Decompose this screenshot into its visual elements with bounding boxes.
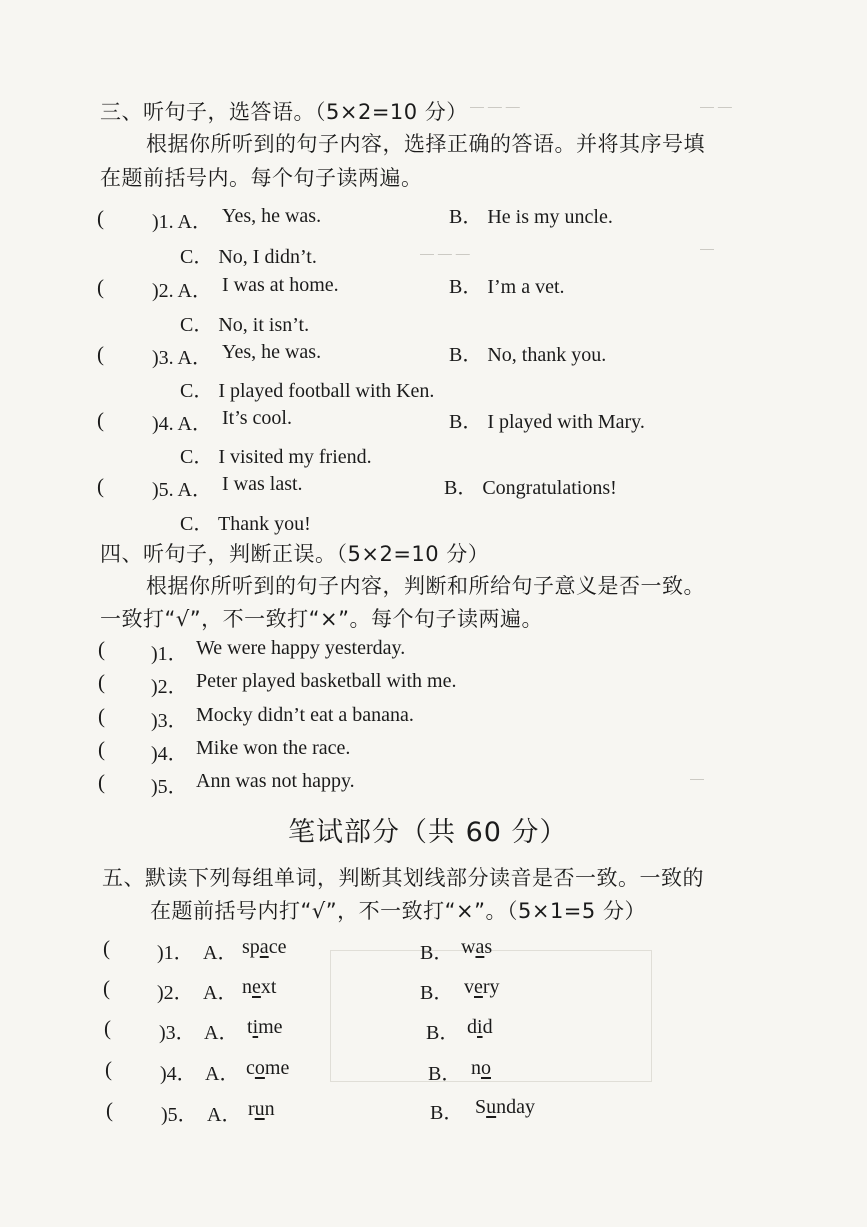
question-number: )4. A．: [152, 413, 212, 435]
bleed-through-mark: —: [690, 770, 704, 786]
option-c: C． No, I didn’t.: [180, 246, 317, 268]
answer-paren-open: (: [105, 1057, 112, 1081]
word-b: was: [461, 936, 493, 958]
answer-paren-open: (: [103, 936, 110, 960]
word-pair-number: )4．: [160, 1063, 197, 1085]
underlined-letters: e: [474, 976, 483, 998]
word-b: did: [467, 1016, 493, 1038]
statement-number: )5．: [151, 776, 188, 798]
question-number: )3. A．: [152, 347, 212, 369]
underlined-letters: u: [486, 1096, 497, 1118]
answer-paren-open: (: [97, 206, 104, 230]
option-c: C． I visited my friend.: [180, 446, 372, 468]
option-a-label: A．: [204, 1022, 239, 1044]
option-c: C． No, it isn’t.: [180, 314, 310, 336]
statement-text: Ann was not happy.: [196, 770, 355, 792]
option-a: It’s cool.: [222, 407, 292, 429]
option-b: B． I’m a vet.: [449, 276, 565, 298]
bleed-through-mark: — —: [700, 98, 732, 114]
underlined-letters: o: [254, 1057, 265, 1079]
answer-paren-open: (: [97, 342, 104, 366]
underlined-letters: o: [481, 1057, 491, 1079]
section4-title: 四、听句子，判断正误。（5×2=10 分）: [100, 542, 490, 566]
word-a: run: [248, 1098, 275, 1120]
option-b: B． Congratulations!: [444, 477, 617, 499]
underlined-letters: e: [252, 976, 261, 998]
section5-title-2: 在题前括号内打“√”，不一致打“×”。（5×1=5 分）: [150, 899, 646, 923]
option-c: C． I played football with Ken.: [180, 380, 435, 402]
question-number: )5. A．: [152, 479, 212, 501]
answer-paren-open: (: [103, 976, 110, 1000]
answer-paren-open: (: [104, 1016, 111, 1040]
word-b: very: [464, 976, 500, 998]
option-b-label: B．: [420, 982, 454, 1004]
section3-instruction-1: 根据你所听到的句子内容，选择正确的答语。并将其序号填: [146, 132, 705, 156]
option-a-label: A．: [203, 982, 238, 1004]
option-b: B． I played with Mary.: [449, 411, 645, 433]
option-b: B． He is my uncle.: [449, 206, 613, 228]
option-a-label: A．: [203, 942, 238, 964]
bleed-through-mark: —: [700, 240, 714, 256]
bleed-through-mark: — — —: [420, 245, 470, 261]
statement-number: )4．: [151, 743, 188, 765]
statement-text: Mike won the race.: [196, 737, 351, 759]
question-number: )2. A．: [152, 280, 212, 302]
word-a: come: [246, 1057, 290, 1079]
option-b-label: B．: [426, 1022, 460, 1044]
word-a: next: [242, 976, 277, 998]
option-a-label: A．: [205, 1063, 240, 1085]
answer-paren-open: (: [98, 770, 105, 794]
question-number: )1. A．: [152, 211, 212, 233]
answer-paren-open: (: [97, 474, 104, 498]
section4-instruction-2: 一致打“√”，不一致打“×”。每个句子读两遍。: [100, 607, 543, 631]
option-c: C． Thank you!: [180, 513, 311, 535]
answer-paren-open: (: [98, 670, 105, 694]
word-pair-number: )5．: [161, 1104, 198, 1126]
answer-paren-open: (: [98, 637, 105, 661]
underlined-letters: a: [475, 936, 485, 958]
word-b: Sunday: [475, 1096, 536, 1118]
answer-paren-open: (: [106, 1098, 113, 1122]
written-part-title: 笔试部分（共 60 分）: [288, 817, 568, 848]
answer-paren-open: (: [97, 408, 104, 432]
option-a: I was last.: [222, 473, 303, 495]
answer-paren-open: (: [98, 737, 105, 761]
option-a: I was at home.: [222, 274, 339, 296]
option-b-label: B．: [420, 942, 454, 964]
bleed-through-mark: — — —: [470, 98, 520, 114]
option-b-label: B．: [428, 1063, 462, 1085]
underlined-letters: i: [477, 1016, 483, 1038]
word-a: space: [242, 936, 287, 958]
option-a: Yes, he was.: [222, 341, 322, 363]
statement-number: )3．: [151, 710, 188, 732]
underlined-letters: a: [259, 936, 269, 958]
option-a-label: A．: [207, 1104, 242, 1126]
section3-instruction-2: 在题前括号内。每个句子读两遍。: [100, 166, 423, 190]
statement-number: )1．: [151, 643, 188, 665]
section3-title: 三、听句子，选答语。（5×2=10 分）: [100, 100, 468, 124]
section4-instruction-1: 根据你所听到的句子内容，判断和所给句子意义是否一致。: [146, 574, 705, 598]
word-pair-number: )2．: [157, 982, 194, 1004]
word-pair-number: )3．: [159, 1022, 196, 1044]
word-a: time: [247, 1016, 283, 1038]
answer-paren-open: (: [97, 275, 104, 299]
option-b-label: B．: [430, 1102, 464, 1124]
answer-paren-open: (: [98, 704, 105, 728]
underlined-letters: i: [252, 1016, 259, 1038]
underlined-letters: u: [254, 1098, 265, 1120]
statement-text: Peter played basketball with me.: [196, 670, 457, 692]
word-pair-number: )1．: [157, 942, 194, 964]
word-b: no: [471, 1057, 491, 1079]
option-b: B． No, thank you.: [449, 344, 607, 366]
statement-text: Mocky didn’t eat a banana.: [196, 704, 414, 726]
statement-text: We were happy yesterday.: [196, 637, 406, 659]
option-a: Yes, he was.: [222, 205, 322, 227]
statement-number: )2．: [151, 676, 188, 698]
section5-title-1: 五、默读下列每组单词，判断其划线部分读音是否一致。一致的: [102, 866, 704, 890]
